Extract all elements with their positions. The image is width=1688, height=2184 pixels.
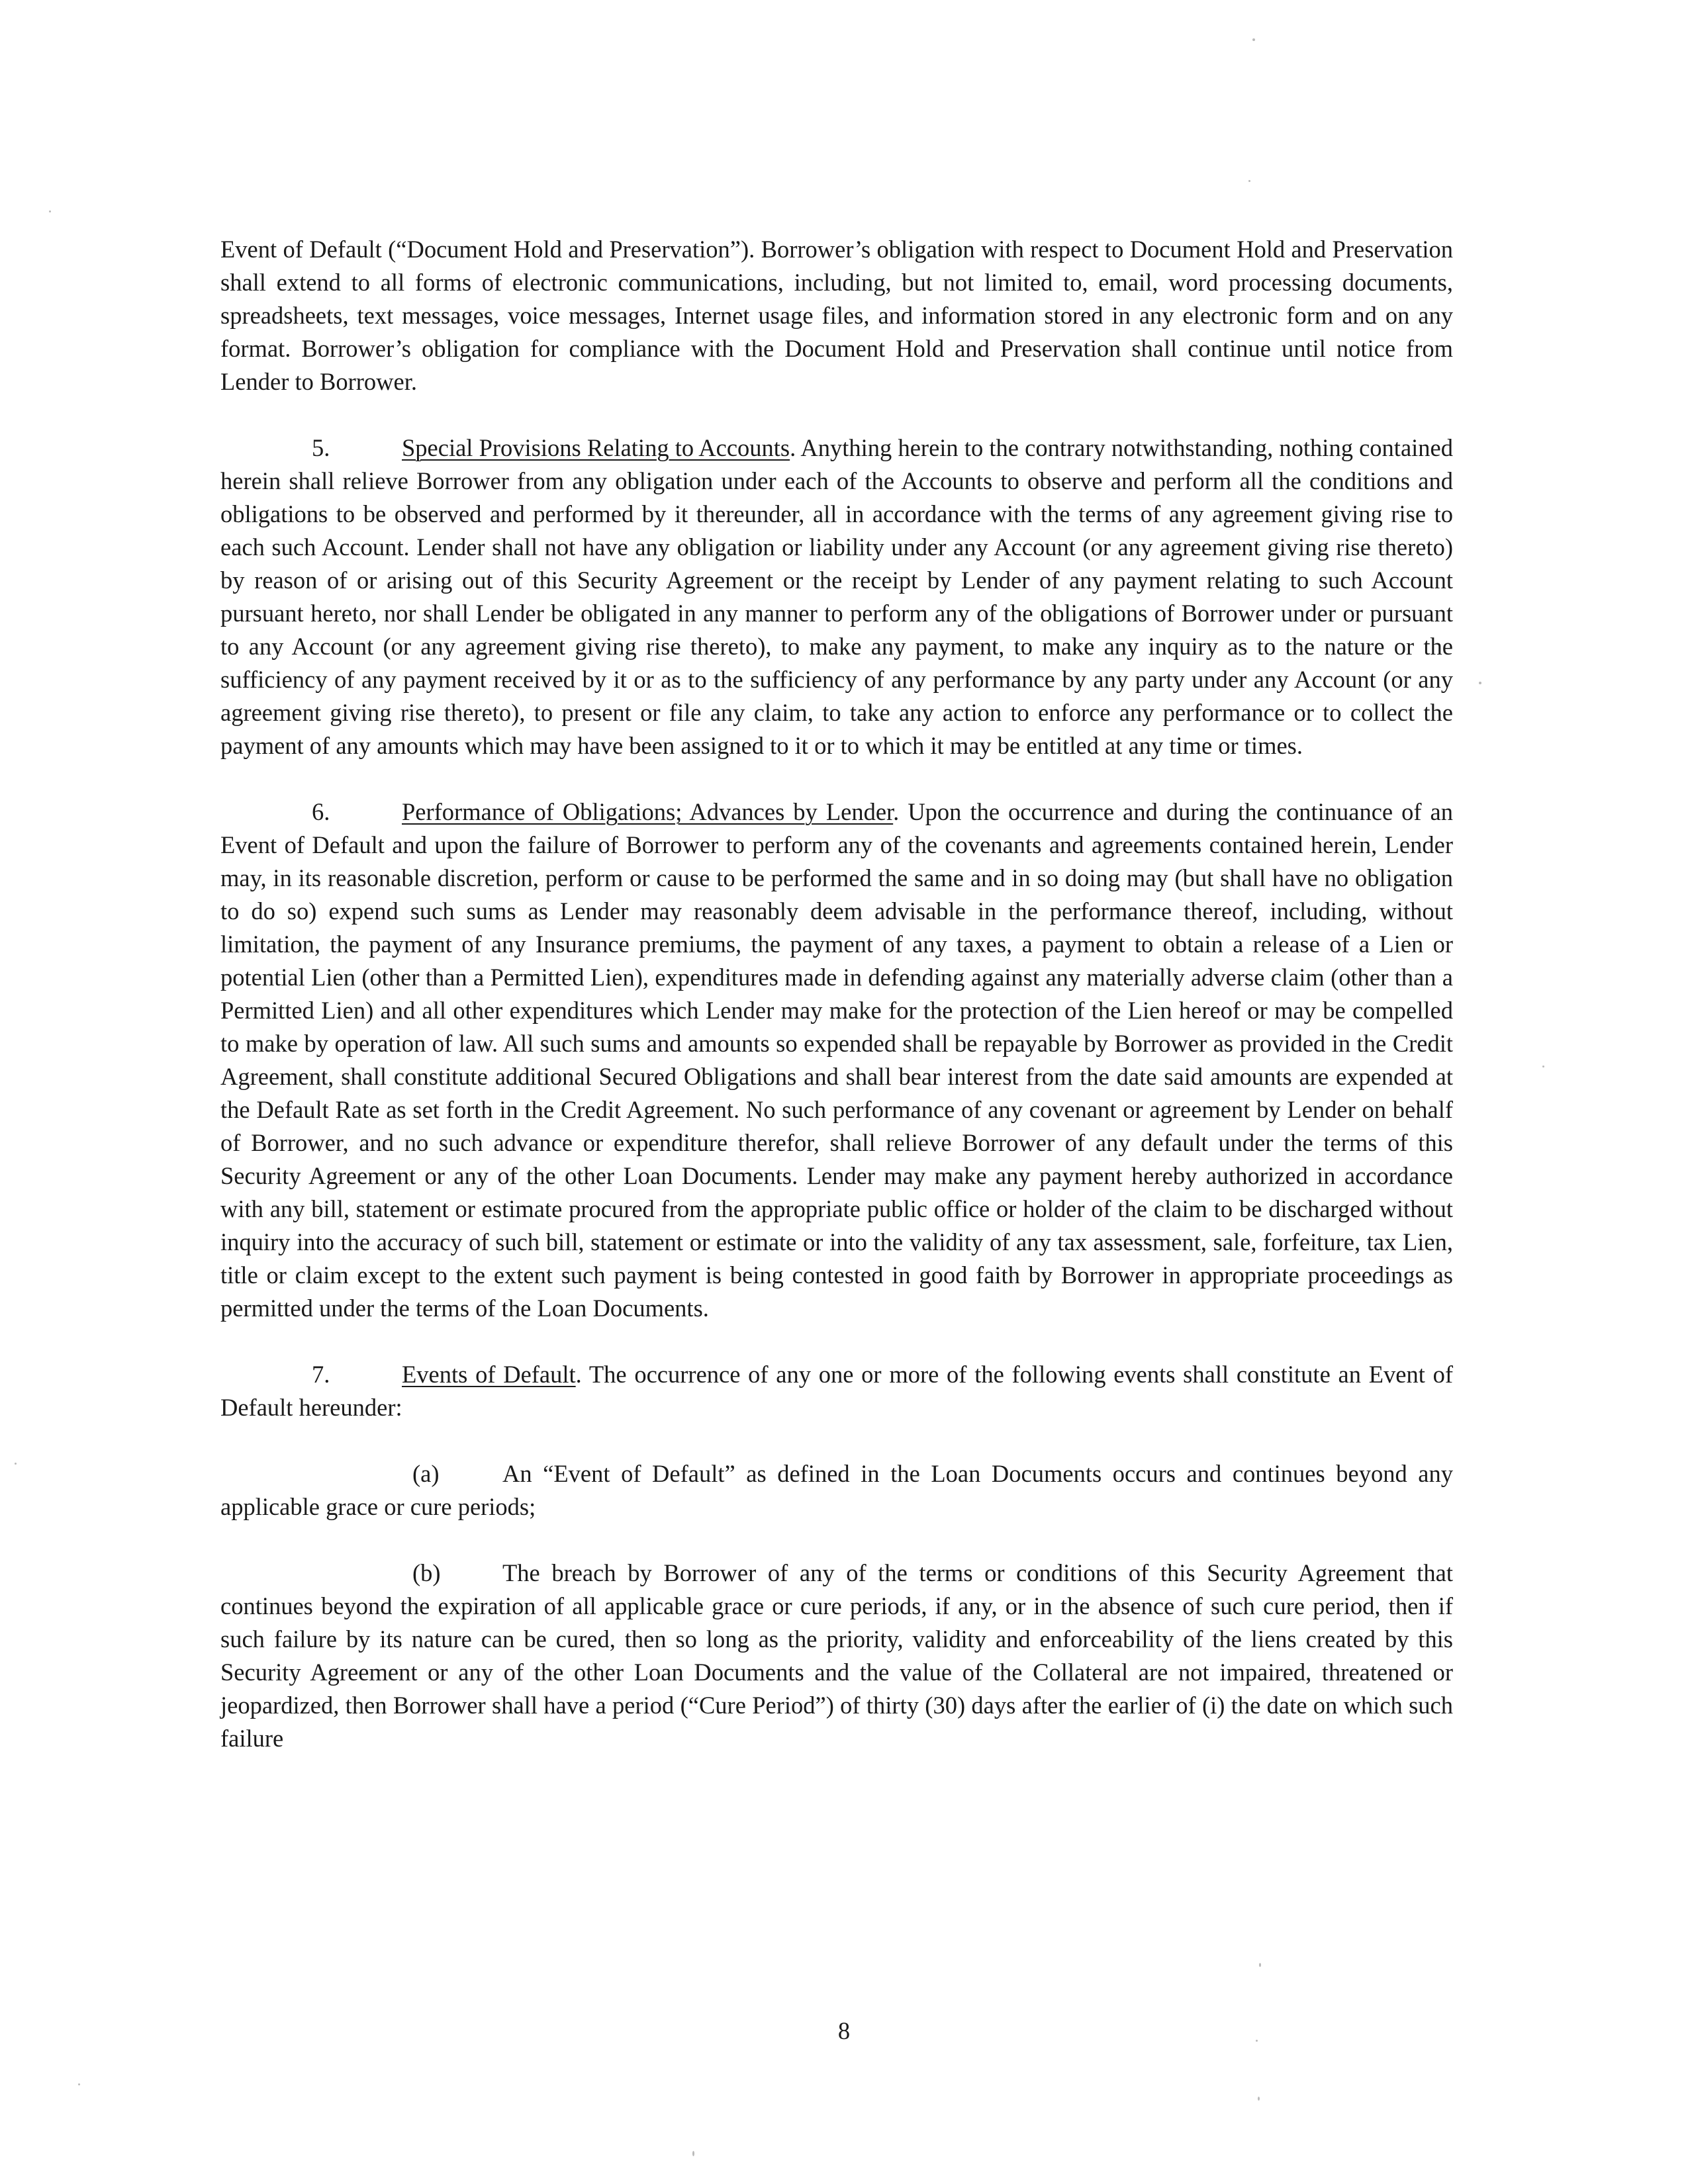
scan-speck [1479, 682, 1481, 684]
scan-speck [78, 2083, 80, 2085]
scan-speck [692, 2151, 694, 2156]
section-5-body: . Anything herein to the contrary notwithstanding, nothing contained herein shall relieve Borrower from any obligation under each of the Accounts to observe and perform all the conditions and obligations to be observed and performed by it thereunder, all in accordance with the terms of any agreement giving rise to each such Account. Lender shall not have any obligation or liability under any Account (or any agreement giving rise thereto) by reason of or arising out of this Security Agreement or the receipt by Lender of any payment relating to such Account pursuant hereto, nor shall Lender be obligated in any manner to perform any of the obligations of Borrower under or pursuant to any Account (or any agreement giving rise thereto), to make any payment, to make any inquiry as to the nature or the sufficiency of any payment received by it or as to the sufficiency of any performance by any party under any Account (or any agreement giving rise thereto), to present or file any claim, to take any action to enforce any performance or to collect the payment of any amounts which may have been assigned to it or to which it may be entitled at any time or times. [220, 434, 1453, 759]
scan-speck [1258, 2097, 1260, 2101]
scan-speck [1542, 1066, 1544, 1068]
section-6 [220, 796, 1453, 1325]
section-5-number: 5. [312, 434, 330, 461]
scan-speck [15, 1463, 17, 1465]
section-7-body: . The occurrence of any one or more of the following events shall constitute an Event of Default hereunder: [220, 1361, 1453, 1421]
section-7-item-b [220, 1557, 1453, 1755]
section-5-heading: Special Provisions Relating to Accounts [402, 434, 790, 461]
paragraph-4-continuation: Event of Default (“Document Hold and Preservation”). Borrower’s obligation with respect to Document Hold and Preservation shall extend to all forms of electronic communications, including, but not limited to, email, word processing documents, spreadsheets, text messages, voice messages, Internet usage files, and information stored in any electronic form and on any format. Borrower’s obligation for compliance with the Document Hold and Preservation shall continue until notice from Lender to Borrower. [220, 236, 1453, 395]
item-a-text: An “Event of Default” as defined in the Loan Documents occurs and continues beyond any applicable grace or cure periods; [220, 1460, 1453, 1520]
item-b-text: The breach by Borrower of any of the terms or conditions of this Security Agreement that continues beyond the expiration of all applicable grace or cure periods, if any, or in the absence of such cure period, then if such failure by its nature can be cured, then so long as the priority, validity and enforceability of the liens created by this Security Agreement or any of the other Loan Documents and the value of the Collateral are not impaired, threatened or jeopardized, then Borrower shall have a period (“Cure Period”) of thirty (30) days after the earlier of (i) the date on which such failure [220, 1559, 1453, 1752]
scan-speck [49, 210, 51, 212]
page-number: 8 [837, 2017, 851, 2044]
section-6-number: 6. [312, 798, 330, 825]
section-7-item-a [220, 1457, 1453, 1524]
document-page [220, 233, 1453, 1788]
item-b-label: (b) [412, 1559, 441, 1586]
section-7-heading: Events of Default [402, 1361, 576, 1388]
scan-speck [1248, 180, 1250, 182]
item-a-label: (a) [412, 1460, 440, 1487]
section-5 [220, 432, 1453, 762]
section-7 [220, 1358, 1453, 1424]
scan-speck [1256, 2040, 1258, 2042]
scan-speck [1259, 1963, 1261, 1967]
section-7-number: 7. [312, 1361, 330, 1388]
scan-speck [1252, 38, 1255, 41]
section-6-heading: Performance of Obligations; Advances by Lender [402, 798, 894, 825]
section-6-body: . Upon the occurrence and during the continuance of an Event of Default and upon the failure of Borrower to perform any of the covenants and agreements contained herein, Lender may, in its reasonable discretion, perform or cause to be performed the same and in so doing may (but shall have no obligation to do so) expend such sums as Lender may reasonably deem advisable in the performance thereof, including, without limitation, the payment of any Insurance premiums, the payment of any taxes, a payment to obtain a release of a Lien or potential Lien (other than a Permitted Lien), expenditures made in defending against any materially adverse claim (other than a Permitted Lien) and all other expenditures which Lender may make for the protection of the Lien hereof or may be compelled to make by operation of law. All such sums and amounts so expended shall be repayable by Borrower as provided in the Credit Agreement, shall constitute additional Secured Obligations and shall bear interest from the date said amounts are expended at the Default Rate as set forth in the Credit Agreement. No such performance of any covenant or agreement by Lender on behalf of Borrower, and no such advance or expenditure therefor, shall relieve Borrower of any default under the terms of this Security Agreement or any of the other Loan Documents. Lender may make any payment hereby authorized in accordance with any bill, statement or estimate procured from the appropriate public office or holder of the claim to be discharged without inquiry into the accuracy of such bill, statement or estimate or into the validity of any tax assessment, sale, forfeiture, tax Lien, title or claim except to the extent such payment is being contested in good faith by Borrower in appropriate proceedings as permitted under the terms of the Loan Documents. [220, 798, 1453, 1322]
